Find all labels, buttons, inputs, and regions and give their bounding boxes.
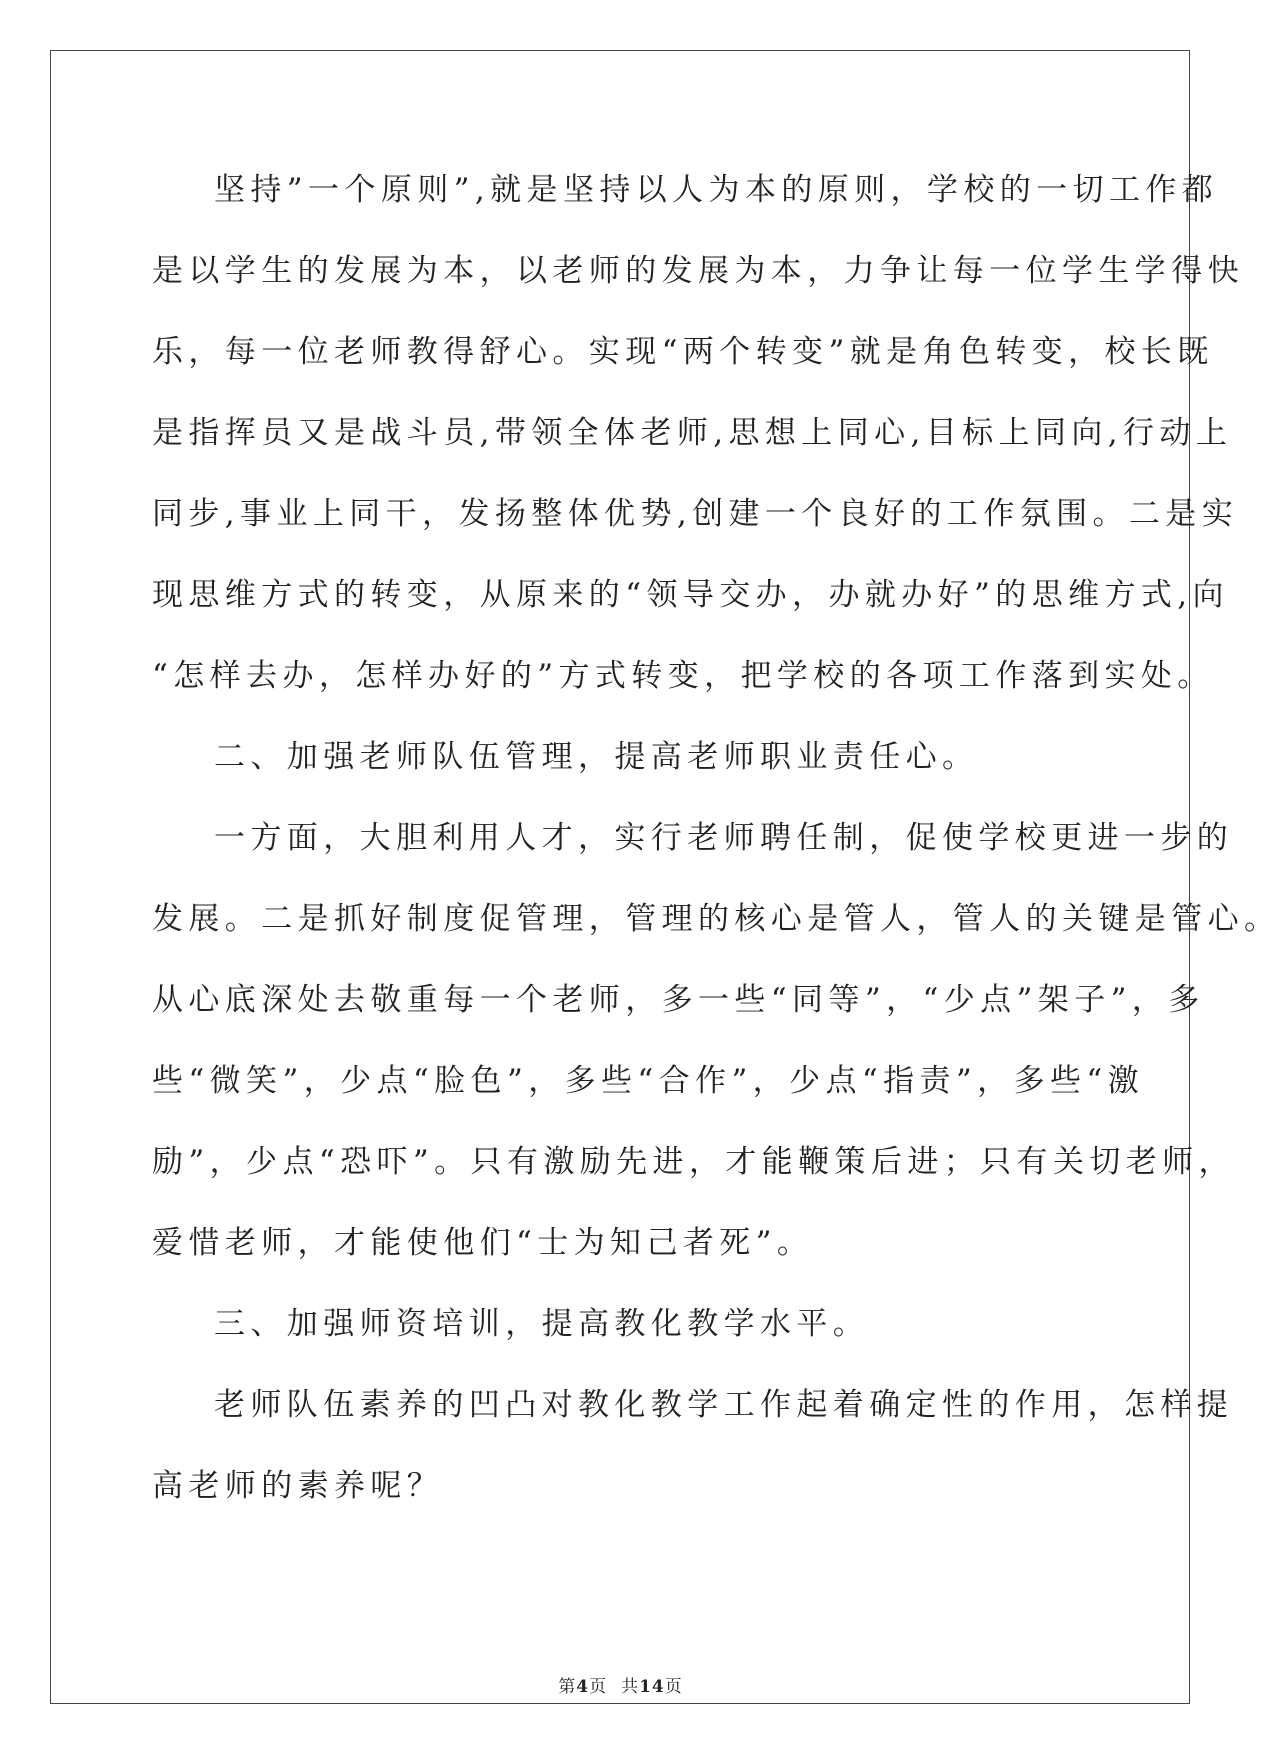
document-body xyxy=(152,158,1280,1535)
page-suffix: 页 xyxy=(589,1677,608,1697)
total-suffix: 页 xyxy=(664,1677,683,1697)
text-line: 从心底深处去敬重每一个老师，多一些“同等”，“少点”架子”，多 xyxy=(152,982,1205,1018)
text-line: 乐，每一位老师教得舒心。实现“两个转变”就是角色转变，校长既 xyxy=(152,334,1214,370)
section-heading: 二、加强老师队伍管理，提高老师职业责任心。 xyxy=(214,739,979,775)
text-line: “怎样去办，怎样办好的”方式转变，把学校的各项工作落到实处。 xyxy=(152,658,1214,694)
text-line: 发展。二是抓好制度促管理，管理的核心是管人，管人的关键是管心。 xyxy=(152,901,1280,937)
section-heading: 三、加强师资培训，提高教化教学水平。 xyxy=(214,1306,870,1342)
page-number: 4 xyxy=(576,1677,590,1697)
text-line: 些“微笑”，少点“脸色”，多些“合作”，少点“指责”，多些“激 xyxy=(152,1063,1145,1099)
text-line: 坚持”一个原则”,就是坚持以人为本的原则，学校的一切工作都 xyxy=(214,172,1219,208)
page-footer xyxy=(0,1672,1241,1697)
text-line: 现思维方式的转变，从原来的“领导交办，办就办好”的思维方式,向 xyxy=(152,577,1229,613)
text-line: 是以学生的发展为本，以老师的发展为本，力争让每一位学生学得快 xyxy=(152,253,1244,289)
text-line: 同步,事业上同干，发扬整体优势,创建一个良好的工作氛围。二是实 xyxy=(152,496,1239,532)
text-line: 励”，少点“恐吓”。只有激励先进，才能鞭策后进；只有关切老师， xyxy=(152,1144,1235,1180)
text-line: 高老师的素养呢？ xyxy=(152,1468,444,1504)
total-prefix: 共 xyxy=(621,1677,640,1697)
page-prefix: 第 xyxy=(558,1677,577,1697)
text-line: 一方面，大胆利用人才，实行老师聘任制，促使学校更进一步的 xyxy=(214,820,1234,856)
text-line: 爱惜老师，才能使他们“士为知己者死”。 xyxy=(152,1225,814,1261)
total-pages: 14 xyxy=(639,1677,665,1697)
text-line: 是指挥员又是战斗员,带领全体老师,思想上同心,目标上同向,行动上 xyxy=(152,415,1233,451)
text-line: 老师队伍素养的凹凸对教化教学工作起着确定性的作用，怎样提 xyxy=(214,1387,1234,1423)
